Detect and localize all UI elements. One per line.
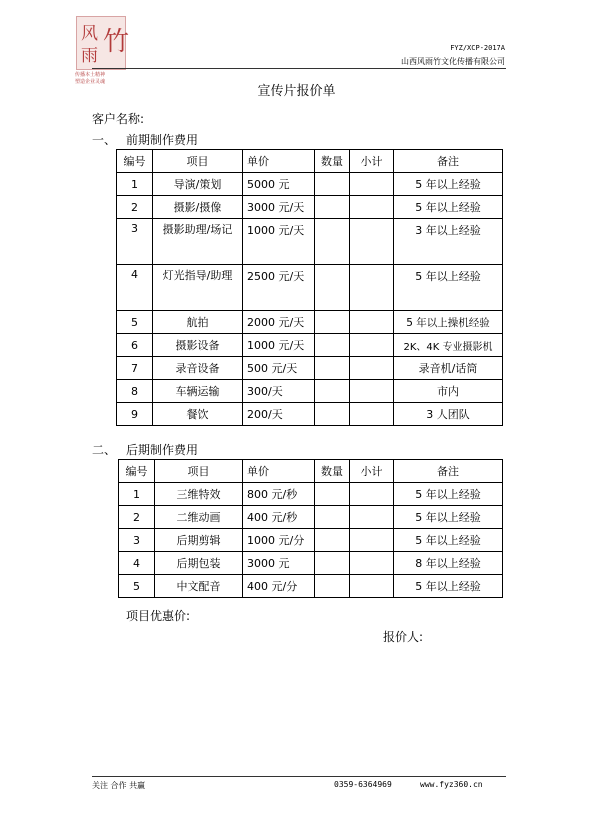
cell-subtotal[interactable] [350,575,394,598]
cell-note: 8 年以上经验 [394,552,503,575]
cell-no: 9 [117,403,153,426]
cell-item: 中文配音 [155,575,243,598]
cell-item: 后期剪辑 [155,529,243,552]
cell-price: 3000 元/天 [243,196,315,219]
cell-subtotal[interactable] [350,311,394,334]
section2-title: 后期制作费用 [126,443,199,457]
logo-tagline-2: 塑造企业灵魂 [75,79,106,85]
cell-subtotal[interactable] [350,265,394,311]
cell-item: 后期包装 [155,552,243,575]
cell-qty[interactable] [315,334,350,357]
table-row [117,357,503,380]
cell-no: 1 [119,483,155,506]
discount-label: 项目优惠价: [126,609,191,623]
table-row [119,575,503,598]
cell-no: 7 [117,357,153,380]
cell-subtotal[interactable] [350,552,394,575]
table-row [117,311,503,334]
cell-item: 航拍 [153,311,243,334]
cell-qty[interactable] [315,265,350,311]
footer-phone: 0359-6364969 [334,780,392,789]
cell-subtotal[interactable] [350,173,394,196]
cell-qty[interactable] [315,173,350,196]
cell-no: 5 [117,311,153,334]
cell-item: 三维特效 [155,483,243,506]
cell-note: 市内 [394,380,503,403]
header-no: 编号 [117,150,153,173]
cell-note: 5 年以上经验 [394,196,503,219]
footer-divider [92,776,506,777]
cell-qty[interactable] [315,196,350,219]
cell-price: 3000 元 [243,552,315,575]
cell-qty[interactable] [315,403,350,426]
header-note: 备注 [394,460,503,483]
cell-price: 2500 元/天 [243,265,315,311]
cell-no: 8 [117,380,153,403]
table-header-row [117,150,503,173]
cell-price: 500 元/天 [243,357,315,380]
cell-subtotal[interactable] [350,483,394,506]
cell-qty[interactable] [315,357,350,380]
cell-item: 摄影助理/场记 [153,219,243,265]
cell-subtotal[interactable] [350,334,394,357]
cell-no: 5 [119,575,155,598]
cell-note: 5 年以上操机经验 [394,311,503,334]
logo-char-2: 雨 [81,46,98,66]
cell-item: 车辆运输 [153,380,243,403]
header-item: 项目 [155,460,243,483]
cell-subtotal[interactable] [350,219,394,265]
section1-title: 前期制作费用 [126,133,199,147]
cell-no: 4 [117,265,153,311]
header-qty: 数量 [315,460,350,483]
cell-note: 5 年以上经验 [394,529,503,552]
logo-char-3: 竹 [103,27,130,57]
cell-no: 2 [117,196,153,219]
cell-no: 3 [119,529,155,552]
cell-item: 录音设备 [153,357,243,380]
cell-item: 灯光指导/助理 [153,265,243,311]
cell-subtotal[interactable] [350,403,394,426]
cell-subtotal[interactable] [350,529,394,552]
section2-number: 二、 [92,443,117,457]
cell-no: 6 [117,334,153,357]
cell-price: 400 元/秒 [243,506,315,529]
table-row [117,219,503,265]
cell-price: 400 元/分 [243,575,315,598]
table-row [117,196,503,219]
cell-qty[interactable] [315,575,350,598]
footer-website: www.fyz360.cn [420,780,483,789]
page-title: 宣传片报价单 [257,84,336,99]
cell-qty[interactable] [315,483,350,506]
header-subtotal: 小计 [350,150,394,173]
cell-no: 1 [117,173,153,196]
cell-qty[interactable] [315,529,350,552]
footer-slogan: 关注 合作 共赢 [92,781,146,790]
cell-item: 摄影设备 [153,334,243,357]
cell-note: 3 年以上经验 [394,219,503,265]
quoter-label: 报价人: [383,630,424,644]
table-row [117,334,503,357]
cell-price: 1000 元/分 [243,529,315,552]
cell-subtotal[interactable] [350,357,394,380]
cell-qty[interactable] [315,506,350,529]
header-note: 备注 [394,150,503,173]
logo-tagline-1: 传播本土精神 [75,72,106,78]
header-subtotal: 小计 [350,460,394,483]
table-row [117,173,503,196]
header-item: 项目 [153,150,243,173]
cell-price: 300/天 [243,380,315,403]
cell-qty[interactable] [315,219,350,265]
cell-price: 5000 元 [243,173,315,196]
header-no: 编号 [119,460,155,483]
cell-qty[interactable] [315,311,350,334]
header-divider [92,68,506,69]
cell-note: 录音机/话筒 [394,357,503,380]
cell-no: 3 [117,219,153,265]
table-header-row [119,460,503,483]
company-logo [76,16,130,70]
cell-no: 4 [119,552,155,575]
cell-price: 200/天 [243,403,315,426]
section1-number: 一、 [92,133,117,147]
post-production-table [118,459,503,598]
table-row [117,403,503,426]
header-qty: 数量 [315,150,350,173]
header-price: 单价 [243,460,315,483]
table-row [119,506,503,529]
company-name: 山西风雨竹文化传播有限公司 [401,57,505,66]
cell-subtotal[interactable] [350,380,394,403]
cell-note: 3 人团队 [394,403,503,426]
cell-no: 2 [119,506,155,529]
cell-note: 5 年以上经验 [394,483,503,506]
cell-qty[interactable] [315,552,350,575]
cell-subtotal[interactable] [350,196,394,219]
cell-item: 餐饮 [153,403,243,426]
document-code: FYZ/XCP-2017A [450,44,505,52]
cell-price: 1000 元/天 [243,334,315,357]
table-row [119,552,503,575]
cell-item: 导演/策划 [153,173,243,196]
table-row [117,380,503,403]
pre-production-table [116,149,503,426]
table-row [119,483,503,506]
table-row [117,265,503,311]
cell-qty[interactable] [315,380,350,403]
cell-price: 800 元/秒 [243,483,315,506]
customer-label: 客户名称: [92,112,145,126]
cell-note: 5 年以上经验 [394,265,503,311]
cell-note: 5 年以上经验 [394,173,503,196]
header-price: 单价 [243,150,315,173]
cell-subtotal[interactable] [350,506,394,529]
cell-note: 5 年以上经验 [394,575,503,598]
cell-note: 5 年以上经验 [394,506,503,529]
cell-item: 二维动画 [155,506,243,529]
cell-price: 1000 元/天 [243,219,315,265]
table-row [119,529,503,552]
cell-note: 2K、4K 专业摄影机 [394,334,503,357]
cell-price: 2000 元/天 [243,311,315,334]
cell-item: 摄影/摄像 [153,196,243,219]
logo-char-1: 风 [81,24,98,44]
